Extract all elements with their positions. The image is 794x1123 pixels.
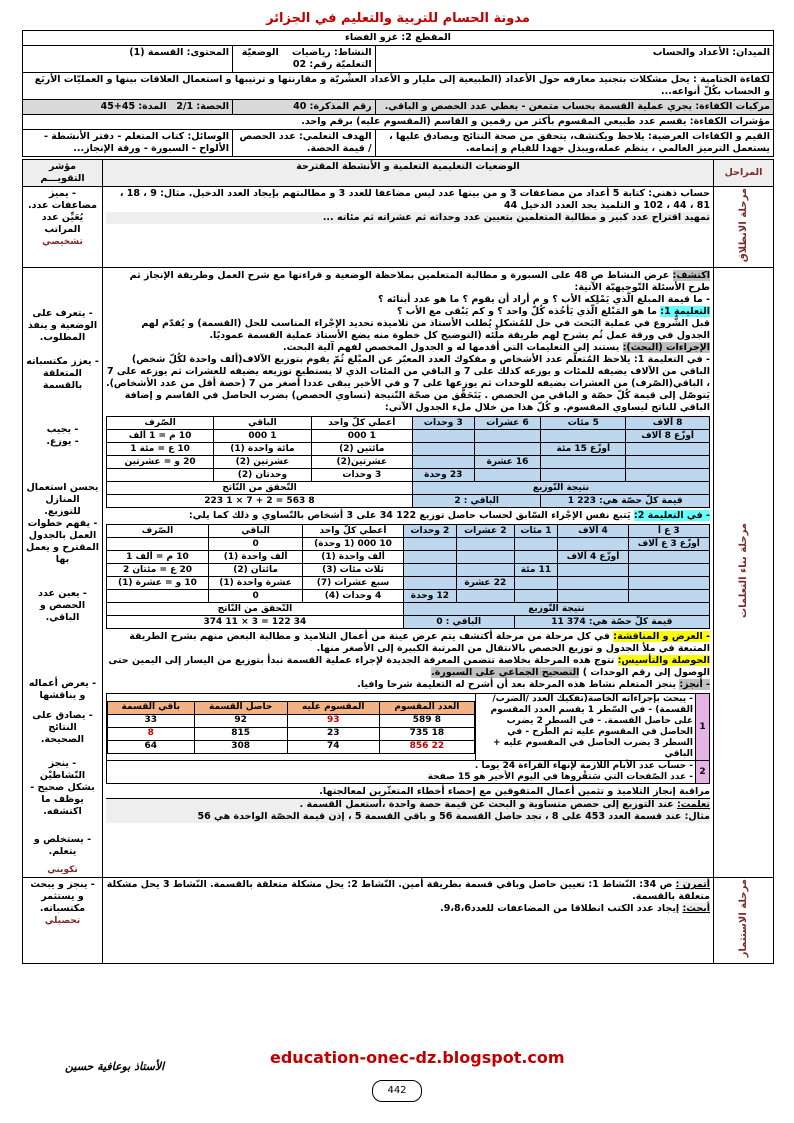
- t2-header: أعطي كلّ واحد: [303, 525, 404, 538]
- table-row: أوزّع 3 ع آلاف 10 000 (1 وحدة) 0: [107, 538, 710, 551]
- page-number: 442: [372, 1080, 422, 1102]
- final-competency-cell: لكفاءة الختامية : يحل مشكلات بتجنيد معارفه حول الأعداد (الطبيعية إلى مليار و الأعداد العشْريّة و مقارنتها و ترتيبها و استعمال العلاقات بينها و العمليّات الأربَع و الحساب بكُلّ أنواعه...: [23, 73, 774, 100]
- procedures-text: يستند إلى التعليمات التي أقدمها له و الجدول المخصص لفهم آلية البحث.: [282, 342, 620, 354]
- lesson-page: [22, 8, 774, 1116]
- build-evaluation: [23, 268, 103, 878]
- t2-header: الباقي: [208, 525, 302, 538]
- learned-example: مثال: عند قسمة العدد 453 على 8 ، نجد حاصل القسمة 56 و باقي القسمة 5 ، إذن قيمة الحصّة الواحدة هي 56: [106, 811, 710, 823]
- achieve-text: ينجز المتعلم نشاط هذه المرحلة بعد أن أشرح له التعليمة شرحا وافيا.: [357, 679, 677, 691]
- distribution-table-1: [106, 416, 710, 508]
- launch-activities: [103, 187, 714, 268]
- institution-text: تتوج هذه المرحلة بخلاصة تتضمن المعرفة الجديدة لإجراء عملية القسمة نبدأ بتوزيع من اليسار إلى اليمين حتى الوصول إلى رقم الوحدات ): [108, 655, 710, 679]
- blog-url[interactable]: education-onec-dz.blogspot.com: [270, 1048, 565, 1067]
- t2-header: 2 عشرات: [457, 525, 515, 538]
- institution-correction: التصحيح الجماعي على السبورة.: [431, 667, 580, 679]
- distribution-table-2: [106, 524, 710, 629]
- eval-item: - يعزز مكتسباته المتعلقة بالقسمة: [26, 356, 99, 392]
- launch-eval-1: - يميز مضاعفات عدد.: [27, 188, 98, 211]
- eval-item: - يفهم خطوات العمل بالجدول المقترح و يعمل بها: [26, 518, 99, 566]
- table-row: 22 856 74 308 64: [108, 740, 475, 753]
- values-cell: القيم و الكفاءات العرضية: يلاحظ ويكتشف، يتحقق من صحة النتائج ويصادق عليها ، يستعمل الترميز العالمي ، ينظم عمله،ويبذل جهدا للقيام و إتمامه.: [375, 130, 773, 157]
- launch-eval-2: يُعَيِّن عدد المراتب: [41, 212, 84, 235]
- instruction1-detail: - في التعليمة 1: يلاحظ المُتعلّم عدد الأشخاص و مفكوك العدد المعبّر عن المبْلغ ثُمّ يقوم بتوزيع الآلاف(ألف واحدة لكُلّ شخص) الباقي من الآلاف يضيفه للمئات و يوزعه كذلك على 7 و الباقي من المئات الذي لا يستطيع توزيعه يضيفه للعشرات ثم يوزعه على 7 ، الباقي(الصّرف) من العشرات يضيفه للوحدات ثم يوزعها على 7 و في الأخير يبقى عددا أصغر من 7 (حصة أقل من عدد الأشخاص). يَتوصّل إلى قيمة كُلّ حصّة و الباقي من الحصص . يَتَحَقّق من صحّة النّتيجة (تساوي الحصص) بضرب الحاصل في القاسم و إضافة الباقي للناتج ليساوي المقسوم. و كُلّ هذا من خلال ملء الجدول الآتي:: [105, 354, 710, 414]
- practice-text: ص 34: النّشاط 1: تعيين حاصل وباقي قسمة بطريقة أمين. النّشاط 2: يحل مشكلة متعلقة بالقسمة. النّشاط 3 يحل مشكلة متعلقة بالقسمة.: [106, 879, 710, 903]
- achieve-header: العدد المقسوم: [379, 701, 474, 714]
- exercise2-a: - حساب عدد الأيام اللازمة لإنهاء القراءة 24 يوما .: [474, 761, 693, 772]
- learned-title: تعلمت:: [676, 799, 710, 811]
- eval-item: - يعين عدد الحصص و الباقي.: [38, 588, 87, 624]
- t2-remainder: الباقي : 0: [403, 616, 514, 629]
- achieve-header: المقسوم عليه: [287, 701, 379, 714]
- eval-item: - يجيب: [46, 424, 79, 436]
- eval-item: - يتعرف على الوضعية و ينفذ المطلوب.: [27, 308, 98, 344]
- memo-number-cell: رقم المذكرة: 40: [233, 100, 376, 115]
- discussion-text: في كل مرحلة من مرحلة أكتشف يتم عرض عينة من أعمال التلاميذ و مطالبة البعض منهم بشرح الطريقة المتبعة في ملأ الجدول و توزيع الحصص بالانتقال من المرتبة الكبيرة إلى الأصغر منها.: [129, 631, 710, 655]
- t2-header: 2 وحدات: [403, 525, 456, 538]
- procedures-title: الإجراءات (البحث):: [622, 342, 710, 354]
- achieve-table: [107, 701, 475, 754]
- t1-header: 5 مئات: [541, 417, 626, 430]
- table-row: 12 وحدة 4 وحدات (4) 0: [107, 590, 710, 603]
- instruction1-text: ما هو المَبْلغ الّذي يَأخُذه كُلّ واحد ؟ و كم يَبْقى مع الأب ؟: [396, 306, 657, 318]
- achieve-layout: [106, 693, 710, 784]
- segment-cell: المقطع 2: غزو الفضاء: [23, 31, 774, 46]
- discover-title: اكتشف:: [672, 270, 710, 282]
- t1-header: 6 عشرات: [474, 417, 541, 430]
- table-row: أوزّع 4 آلاف ألف واحدة (1) ألف واحدة (1) 10 م = ألف 1: [107, 551, 710, 564]
- learned-text: عند التوزيع إلى حصص متساوية و البحث عن قيمة حصة واحدة ،أستعمل القسمة .: [299, 799, 674, 811]
- session-duration-cell: الحصة: 2/1 المدة: 45+45: [23, 100, 233, 115]
- t2-header: 1 مئات: [514, 525, 558, 538]
- exercise2-b: - عدد الصّفحات التي سَتقْروها في اليوم الأخير هو 15 صفحة: [427, 772, 693, 783]
- domain-cell: الميدان: الأعداد والحساب: [375, 46, 773, 73]
- teacher-signature: الأستاذ بوعافية حسين: [65, 1060, 165, 1073]
- instruction2-title: - في التعليمة 2:: [633, 510, 710, 522]
- instruction1-desc: قبل الشُّروع في عملية البَحث في حل للمُشكل يُطلب الأستاذ من تلاميذه تحديد الإجْراء المناسب للحل (القسمة) و يُقدّم لهم الجدول في ورقة عمل ثُم يشرح لهم طريقة ملْئه (التوضيح كل خطوة منه يضع الأستاذ عملية القسمة عموديًا.: [141, 318, 710, 342]
- table-row: 11 مئة ثلاث مئات (3) مائتان (2) 20 ع = مئتان 2: [107, 564, 710, 577]
- monitoring: مراقبة إنجاز التلاميذ و تثمين أعمال المتفوقين مع إحصاء أخطاء المتعثّرين لمعالجتها.: [319, 786, 710, 798]
- eval-item: - يستخلص و يتعلم.: [33, 834, 92, 858]
- exercise1-text: - يبحث بإجراءاته الخاصة(تفكيك العدد /الضرب/القسمة) - في السّطر 1 يقسم العدد المقسوم على حاصل القسمة. - في السطر 2 يضرب الحاصل في المقسوم عليه ثم الطّرح - في السطر 3 يضرب الحاصل في المقسوم عليه + الباقي: [476, 694, 696, 761]
- exercise1-number: 1: [696, 694, 710, 761]
- content-cell: المحتوى: القسمة (1): [23, 46, 233, 73]
- stage-build: مرحلة بناء التعلمات: [714, 268, 774, 878]
- activity-cell: النشاط: رياضيات الوضعيّة التعلميّة رقم: 02: [233, 46, 376, 73]
- stage-invest: مرحلة الاستثمار: [714, 878, 774, 963]
- t2-quotient: قيمة كلّ حصّة هي: 374 11: [514, 616, 709, 629]
- indicators-cell: مؤشرات الكفاءة: يقسم عدد طبيعي المقسوم بأكثر من رقمين و القاسم (المقسوم عليه) برقم واحد.: [23, 115, 774, 130]
- achieve-header: باقي القسمة: [108, 701, 195, 714]
- t1-header: الباقي: [214, 417, 311, 430]
- warmup: تمهيد اقتراح عدد كبير و مطالبة المتعلمين بتعيين عدد وحداته ثم عشراته ثم مئاته ...: [106, 212, 710, 224]
- eval-diag: تشخيصي: [42, 237, 83, 247]
- t2-result-label: نتيجة التّوزيع: [403, 603, 709, 616]
- eval-item: - ينجز النّشاطيْن بشكل صحيح - يوظف ما اكتشفه.: [30, 758, 95, 818]
- t2-check-label: التّحقق من النّاتج: [107, 603, 404, 616]
- practice-title: أتمرن :: [675, 879, 710, 891]
- eval-item: - يوزع.: [46, 436, 79, 448]
- stages-header: المراحل: [714, 160, 774, 187]
- invest-evaluation: [23, 878, 103, 963]
- build-activities: [103, 268, 714, 878]
- t1-header: الصّرف: [107, 417, 214, 430]
- table-row: 23 وحدة 3 وحدات وحدتان (2): [107, 469, 710, 482]
- table-row: 18 735 23 815 8: [108, 727, 475, 740]
- t2-check: 34 122 = 3 × 11 374: [107, 616, 404, 629]
- blog-title: مدونة الحسام للتربية والتعليم في الجزائر: [266, 11, 530, 26]
- eval-final: تحصيلي: [44, 916, 81, 927]
- mental-calc: حساب ذهني: كتابة 5 أعداد من مضاعفات 3 و من بينها عدد ليس مضاعفا للعدد 3 و مطالبتهم بإيجاد العدد الدخيل. مثال: 9 ، 18 ، 81 ، 44 ، 102 و التلميذ يجد العدد الدخيل 44: [119, 188, 710, 211]
- table-row: 22 عشرة سبع عشرات (7) عشرة واحدة (1) 10 و = عشرة (1): [107, 577, 710, 590]
- table-row: أوزّع 8 آلاف 1 000 1 000 10 م = 1 ألف: [107, 430, 710, 443]
- eval-formative: تكويني: [47, 865, 78, 876]
- institution-title: الحوصلة والتأسيس:: [617, 655, 710, 667]
- instruction1-title: التعليمة 1:: [660, 306, 710, 318]
- discussion-title: - العرض و المناقشة:: [613, 631, 710, 643]
- t2-header: 3 ع أ: [628, 525, 709, 538]
- exercise2-number: 2: [696, 761, 710, 784]
- t2-header: الصّرف: [107, 525, 209, 538]
- t1-header: 3 وحدات: [412, 417, 474, 430]
- t1-header: 8 آلاف: [626, 417, 710, 430]
- t1-quotient: قيمة كلّ حصّة هي: 223 1: [541, 495, 710, 508]
- invest-eval: - ينجز و يبحث و يستثمر مكتسباته.: [30, 879, 95, 915]
- eval-item: - يعرض أعماله و يناقشها: [28, 678, 97, 702]
- table-row: أوزّع 15 مئة مائتين (2) مائة واحدة (1) 10 ع = مئة 1: [107, 443, 710, 456]
- questions: - ما قيمة المبلغ الّذي يَمْلِكه الأب ؟ و م أراد أن يقوم ؟ ما هو عدد أبنائه ؟: [378, 294, 710, 306]
- invest-activities: [103, 878, 714, 963]
- t2-header: 4 آلاف: [558, 525, 628, 538]
- research-text: إيجاد عدد الكتب انطلاقا من المضاعفات للعدد9،8،6.: [440, 903, 680, 915]
- eval-item: يحسن استعمال المنازل للتوزيع.: [26, 482, 99, 518]
- stage-launch: مرحلة الانطلاق: [714, 187, 774, 268]
- research-title: أبحث:: [682, 903, 710, 915]
- t1-remainder: الباقي : 2: [412, 495, 540, 508]
- main-table: [22, 159, 774, 964]
- achieve-header: حاصل القسمة: [194, 701, 287, 714]
- achieve-title: - أنجز:: [679, 679, 710, 691]
- launch-evaluation: [23, 187, 103, 268]
- table-row: 8 589 93 92 33: [108, 714, 475, 727]
- competency-components-cell: مركبات الكفاءة: يجري عملية القسمة بحساب متمعن - يعطي عدد الحصص و الباقي.: [375, 100, 773, 115]
- t1-header: أعطي كلّ واحد: [311, 417, 412, 430]
- discover-text: عرض النشاط ص 48 على السبورة و مطالبة المتعلمين بملاحظة الوضعية و قراءتها مع شرح العمل وطريقة الإنجاز ثم طرح الأسئلة التّوجيهيّة الآتية:: [129, 270, 710, 294]
- eval-item: - يصادق على النتائج الصحيحة.: [32, 710, 93, 746]
- evaluation-header: مؤشر التقويـــم: [23, 160, 103, 187]
- table-row: 16 عشرة عشرتين(2) عشرتين (2) 20 و = عشرتين: [107, 456, 710, 469]
- instruction2-text: يَتبع نفس الإجْراء السّابق لحساب حاصل توزيع 122 34 على 3 أشخاص بالتّساوي و ذلك كما يلي:: [188, 510, 631, 522]
- t1-check-label: التّحقق من النّاتج: [107, 482, 413, 495]
- t1-result-label: نتيجة التّوزيع: [412, 482, 709, 495]
- materials-cell: الوسائل: كتاب المتعلم - دفتر الأنشطة - الألواح - السبورة - ورقة الإنجاز...: [23, 130, 233, 157]
- activities-header: الوضعيات التعليمية التعلمية و الأنشطة المقترحة: [103, 160, 714, 187]
- learning-goal-cell: الهدف التعلمي: عدد الحصص / قيمة الحصة.: [233, 130, 376, 157]
- t1-check: 8 563 = 2 + 7 × 1 223: [107, 495, 413, 508]
- header-table: [22, 30, 774, 157]
